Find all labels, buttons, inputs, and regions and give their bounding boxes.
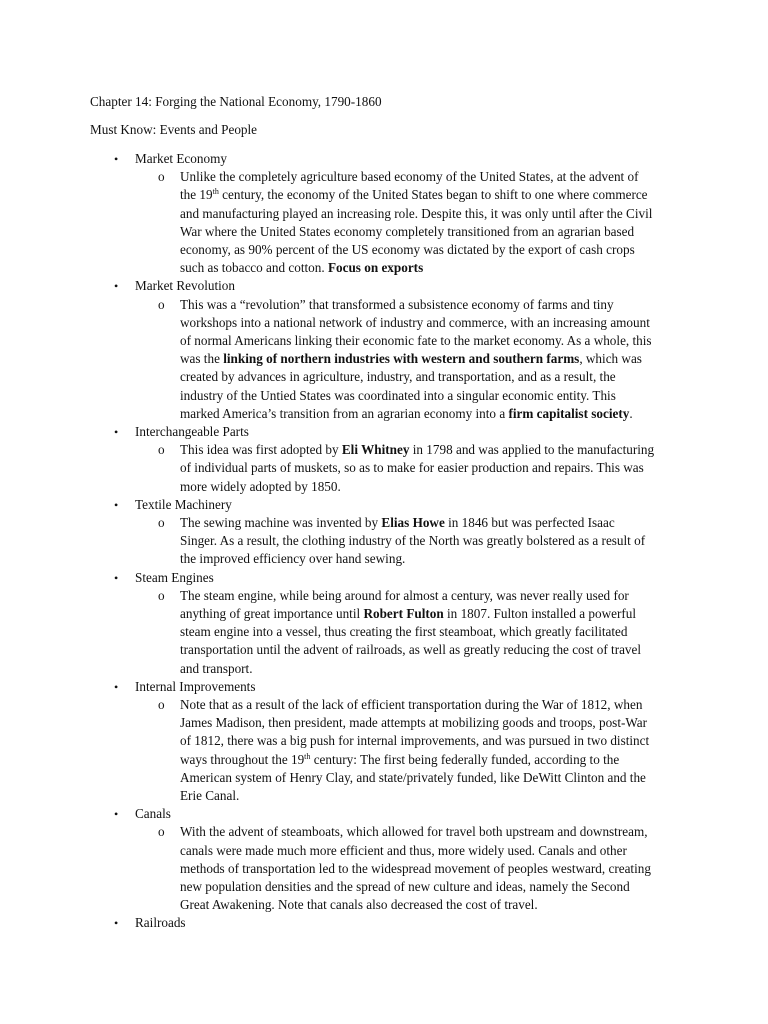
description-line: [180, 441, 682, 459]
topic-heading: [0, 150, 768, 168]
description-line: [180, 459, 682, 477]
text-run: .: [629, 405, 633, 421]
text-run: With the advent of steamboats, which allowed for travel both upstream and downstream,: [180, 824, 648, 840]
topic-item: [0, 423, 768, 496]
topic-heading: [0, 496, 768, 514]
bullet-icon: •: [114, 279, 119, 294]
description-line: [180, 387, 682, 405]
bullet-icon: •: [114, 570, 119, 585]
topic-heading-text: Market Revolution: [135, 278, 235, 294]
description-line: [180, 514, 682, 532]
text-run: marked America’s transition from an agrarian economy into a: [180, 405, 509, 421]
description-line: [180, 860, 682, 878]
topic-description: [0, 168, 682, 277]
bullet-icon: •: [114, 916, 119, 931]
description-line: [180, 532, 682, 550]
topic-heading: [0, 423, 768, 441]
description-line: [180, 696, 682, 714]
description-line: [180, 314, 682, 332]
description-line: [180, 350, 682, 368]
text-run: This idea was first adopted by: [180, 442, 342, 458]
bold-term: Eli Whitney: [341, 442, 410, 458]
bold-term: firm capitalist society: [508, 405, 630, 421]
text-run: Note that as a result of the lack of efficient transportation during the War of 1812, when: [180, 697, 643, 712]
text-run: The steam engine, while being around for almost a century, was never really used for: [180, 587, 629, 603]
text-run: created by advances in agriculture, industry, and transportation, and as a result, the: [180, 369, 616, 385]
description-line: [180, 205, 682, 223]
bullet-icon: •: [114, 152, 119, 166]
topic-heading-text: Canals: [135, 806, 171, 822]
text-run: new population densities and the spread of new culture and ideas, namely the Second: [180, 879, 630, 895]
text-run: This was a “revolution” that transformed a subsistence economy of farms and tiny: [180, 296, 614, 312]
topic-description: [0, 514, 682, 569]
text-run: industry of the Untied States was coordinated into a singular economic entity. This: [180, 387, 616, 403]
bullet-icon: •: [114, 679, 119, 694]
description-line: [180, 714, 682, 732]
topic-item: [0, 277, 768, 423]
description-line: [180, 332, 682, 350]
text-run: steam engine into a vessel, thus creating the first steamboat, which greatly facilitated: [180, 624, 628, 640]
topic-heading: [0, 678, 768, 696]
superscript: th: [212, 187, 219, 197]
text-run: the improved efficiency over hand sewing.: [180, 551, 406, 567]
bold-term: Focus on exports: [327, 260, 424, 276]
topic-description: [0, 441, 682, 496]
topic-item: [0, 496, 768, 569]
bold-term: Elias Howe: [381, 515, 445, 530]
text-run: was the: [180, 351, 224, 367]
topic-list: [0, 150, 768, 933]
text-run: Unlike the completely agriculture based economy of the United States, at the advent of: [180, 169, 639, 185]
chapter-title: Chapter 14: Forging the National Economy, 1790-1860: [90, 94, 382, 109]
text-run: and transport.: [180, 660, 253, 676]
description-line: [180, 660, 682, 678]
sub-bullet-icon: o: [158, 515, 165, 530]
text-run: The sewing machine was invented by: [180, 515, 382, 530]
bullet-icon: •: [114, 425, 119, 440]
text-run: in 1846 but was perfected Isaac: [444, 515, 615, 530]
bold-term: Robert Fulton: [363, 606, 444, 621]
topic-heading-text: Internal Improvements: [135, 678, 256, 694]
text-run: methods of transportation led to the widespread movement of peoples westward, creating: [180, 860, 651, 876]
section-subtitle: Must Know: Events and People: [90, 122, 258, 137]
description-line: [180, 878, 682, 896]
description-line: [180, 168, 682, 186]
description-line: [180, 296, 682, 314]
topic-item: [0, 569, 768, 678]
description-line: [180, 478, 682, 496]
description-line: [180, 823, 682, 841]
topic-heading-text: Interchangeable Parts: [135, 424, 249, 440]
text-run: and manufacturing played an increasing role. Despite this, it was only until after the Civil: [180, 205, 653, 221]
text-run: Singer. As a result, the clothing industry of the North was greatly bolstered as a result of: [180, 533, 646, 549]
description-line: [180, 842, 682, 860]
text-run: Erie Canal.: [180, 788, 240, 804]
description-line: [180, 368, 682, 386]
description-line: [180, 732, 682, 750]
description-line: [180, 550, 682, 568]
topic-description: [0, 296, 682, 423]
text-run: century: The first being federally funded, according to the: [310, 751, 620, 767]
topic-description: [0, 823, 682, 914]
bullet-icon: •: [114, 497, 119, 512]
bullet-icon: •: [114, 807, 119, 822]
text-run: ways throughout the 19: [180, 751, 305, 767]
description-line: [180, 751, 682, 769]
text-run: anything of great importance until: [180, 606, 364, 621]
description-line: [180, 186, 682, 204]
text-run: of normal Americans linking their economic fate to the market economy. As a whole, this: [180, 333, 652, 348]
topic-description: [0, 587, 682, 678]
sub-bullet-icon: o: [158, 169, 165, 185]
description-line: [180, 769, 682, 787]
text-run: James Madison, then president, made attempts at mobilizing goods and troops, post-War: [180, 715, 648, 731]
text-run: century, the economy of the United States began to shift to one where commerce: [218, 187, 648, 203]
text-run: canals were made much more efficient and thus, more widely used. Canals and other: [180, 842, 627, 858]
text-run: in 1807. Fulton installed a powerful: [443, 606, 637, 621]
topic-heading: [0, 805, 768, 823]
text-run: in 1798 and was applied to the manufacturing: [409, 442, 655, 458]
topic-heading-text: Textile Machinery: [135, 496, 232, 512]
topic-heading: [0, 569, 768, 587]
description-line: [180, 896, 682, 914]
text-run: such as tobacco and cotton.: [180, 260, 328, 276]
text-run: economy, as 90% percent of the US economy was dictated by the export of cash crops: [180, 242, 635, 257]
text-run: American system of Henry Clay, and state/privately funded, like DeWitt Clinton and the: [180, 769, 646, 785]
topic-heading: [0, 914, 768, 932]
topic-item: [0, 805, 768, 914]
description-line: [180, 241, 682, 259]
topic-heading: [0, 277, 768, 295]
description-line: [180, 259, 682, 277]
text-run: of 1812, there was a big push for internal improvements, and was pursued in two distinct: [180, 733, 650, 749]
description-line: [180, 587, 682, 605]
topic-heading-text: Steam Engines: [135, 569, 214, 585]
text-run: , which was: [579, 351, 642, 367]
topic-item: [0, 914, 768, 932]
description-line: [180, 623, 682, 641]
description-line: [180, 787, 682, 805]
sub-bullet-icon: o: [158, 697, 165, 712]
description-line: [180, 641, 682, 659]
text-run: transportation until the advent of railroads, as well as greatly reducing the cost of travel: [180, 642, 642, 658]
topic-description: [0, 696, 682, 805]
sub-bullet-icon: o: [158, 442, 165, 458]
text-run: more widely adopted by 1850.: [180, 478, 341, 494]
description-line: [180, 223, 682, 241]
topic-item: [0, 150, 768, 277]
description-line: [180, 405, 682, 423]
text-run: workshops into a national network of industry and commerce, with an increasing amount: [180, 314, 650, 330]
topic-heading-text: Railroads: [135, 915, 186, 931]
description-line: [180, 605, 682, 623]
superscript: th: [304, 751, 311, 761]
text-run: War where the United States economy completely transitioned from an agrarian based: [180, 223, 635, 239]
text-run: the 19: [180, 187, 213, 203]
bold-term: linking of northern industries with western and southern farms: [223, 351, 580, 367]
text-run: Great Awakening. Note that canals also decreased the cost of travel.: [180, 897, 538, 913]
topic-heading-text: Market Economy: [135, 151, 227, 166]
sub-bullet-icon: o: [158, 824, 165, 840]
sub-bullet-icon: o: [158, 587, 165, 603]
sub-bullet-icon: o: [158, 296, 165, 312]
text-run: of individual parts of muskets, so as to make for easier production and repairs. This was: [180, 460, 644, 476]
topic-item: [0, 678, 768, 805]
